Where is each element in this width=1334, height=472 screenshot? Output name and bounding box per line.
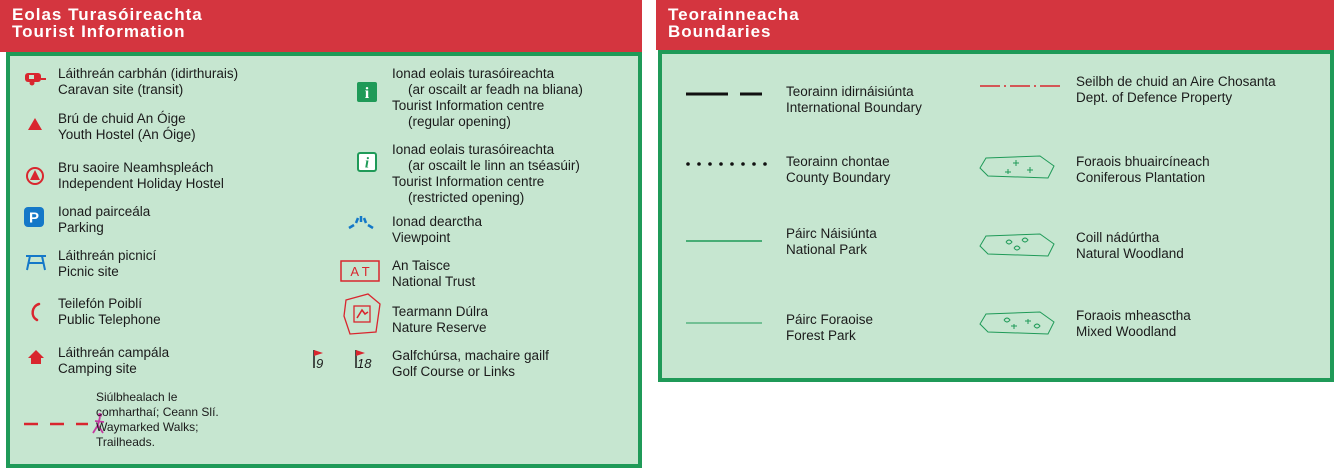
legend-caravan: Láithreán carbhán (idirthurais) Caravan site (transit) [58, 66, 239, 97]
legend-defence-property: Seilbh de chuid an Aire Chosanta Dept. of Defence Property [1076, 74, 1276, 105]
boundaries-panel [656, 0, 1334, 382]
legend-mixed-woodland: Foraois mheasctha Mixed Woodland [1076, 308, 1191, 339]
international-boundary-line [686, 90, 766, 98]
legend-info-restricted: Ionad eolais turasóireachta (ar oscailt le linn an tséasúir) Tourist Information centre (restricted opening) [392, 142, 580, 205]
legend-independent-hostel: Bru saoire Neamhspleách Independent Holiday Hostel [58, 160, 224, 191]
legend-camping: Láithreán campála Camping site [58, 345, 170, 376]
info-regular-icon [357, 82, 377, 102]
boundaries-legend-box [658, 50, 1334, 382]
defence-property-line [980, 82, 1064, 90]
boundaries-title-irish: Teorainneacha [668, 5, 800, 24]
svg-text:i: i [364, 155, 370, 172]
parking-icon [24, 207, 44, 227]
county-boundary-line [686, 160, 776, 168]
coniferous-icon [978, 152, 1058, 182]
forest-park-line [686, 320, 766, 326]
national-park-line [686, 238, 766, 244]
svg-text:P: P [28, 209, 40, 227]
golf-icon [310, 348, 376, 370]
legend-national-trust: An Taisce National Trust [392, 258, 476, 289]
legend-international-boundary: Teorainn idirnáisiúnta International Boundary [786, 84, 922, 115]
svg-text:9: 9 [316, 356, 324, 370]
svg-text:A T: A T [350, 264, 370, 279]
legend-national-park: Páirc Náisiúnta National Park [786, 226, 877, 257]
legend-youth-hostel: Brú de chuid An Óige Youth Hostel (An Óige) [58, 111, 196, 142]
legend-coniferous: Foraois bhuaircíneach Coniferous Plantation [1076, 154, 1210, 185]
legend-natural-woodland: Coill nádúrtha Natural Woodland [1076, 230, 1184, 261]
legend-picnic: Láithreán picnicí Picnic site [58, 248, 157, 279]
tourist-information-panel [0, 0, 642, 472]
legend-nature-reserve: Tearmann Dúlra Nature Reserve [392, 304, 489, 335]
triangle-icon [28, 118, 42, 130]
tourist-header [0, 0, 642, 52]
tent-icon [28, 350, 44, 364]
nature-reserve-icon [342, 292, 382, 336]
legend-golf: Galfchúrsa, machaire gailf Golf Course or Links [392, 348, 549, 379]
svg-text:i: i [364, 85, 370, 102]
legend-telephone: Teilefón Poiblí Public Telephone [58, 296, 161, 327]
legend-forest-park: Páirc Foraoise Forest Park [786, 312, 874, 343]
svg-text:18: 18 [357, 356, 372, 370]
picnic-table-icon [24, 252, 48, 272]
telephone-icon [28, 302, 42, 322]
legend-viewpoint: Ionad dearctha Viewpoint [392, 214, 483, 245]
mixed-woodland-icon [978, 308, 1058, 338]
natural-woodland-icon [978, 230, 1058, 260]
legend-county-boundary: Teorainn chontae County Boundary [786, 154, 891, 185]
tourist-title-irish: Eolas Turasóireachta [12, 5, 203, 24]
info-restricted-icon [357, 152, 377, 172]
legend-info-regular: Ionad eolais turasóireachta (ar oscailt ar feadh na bliana) Tourist Information centre (regular opening) [392, 66, 583, 129]
legend-parking: Ionad pairceála Parking [58, 204, 151, 235]
boundaries-header [656, 0, 1334, 50]
viewpoint-icon [346, 214, 376, 230]
caravan-icon [22, 70, 48, 88]
circle-triangle-icon [25, 166, 45, 186]
tourist-title-english: Tourist Information [12, 22, 186, 41]
national-trust-icon [340, 260, 380, 282]
legend-waymarked-walks: Siúlbhealach le comharthaí; Ceann Slí. Waymarked Walks; Trailheads. [96, 390, 219, 449]
tourist-legend-box [6, 52, 642, 468]
boundaries-title-english: Boundaries [668, 22, 772, 41]
